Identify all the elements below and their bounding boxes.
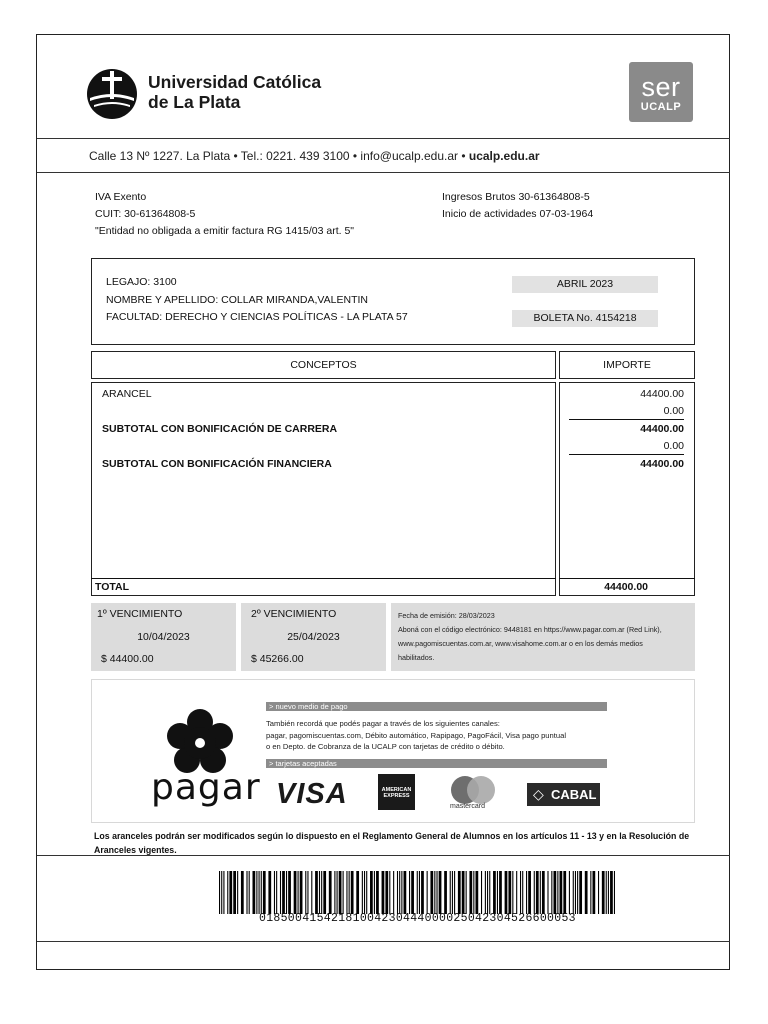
mastercard-label: mastercard <box>450 803 486 810</box>
student-info <box>106 274 408 327</box>
importe-header: IMPORTE <box>559 351 695 379</box>
total-rule <box>559 578 695 579</box>
amount-bonif-financiera: 0.00 <box>663 440 684 452</box>
divider <box>37 172 730 173</box>
facultad: FACULTAD: DERECHO Y CIENCIAS POLÍTICAS - LA PLATA 57 <box>106 311 408 323</box>
inicio-actividades: Inicio de actividades 07-03-1964 <box>442 208 594 220</box>
divider <box>37 138 730 139</box>
total-label: TOTAL <box>95 581 130 593</box>
conceptos-body <box>91 382 556 596</box>
payment-instructions-1: Aboná con el código electrónico: 9448181 en https://www.pagar.com.ar (Red Link), <box>398 625 662 634</box>
amount-subtotal-financiera: 44400.00 <box>640 458 684 470</box>
boleta-number: BOLETA No. 4154218 <box>512 310 658 327</box>
venc2-amount: $ 45266.00 <box>251 653 304 665</box>
venc2-label: 2º VENCIMIENTO <box>251 608 337 620</box>
barcode-icon <box>219 871 615 914</box>
vencimiento-1 <box>91 603 236 671</box>
period-badge: ABRIL 2023 <box>512 276 658 293</box>
fiscal-left <box>95 189 354 240</box>
venc1-amount: $ 44400.00 <box>101 653 154 665</box>
entity-note: "Entidad no obligada a emitir factura RG 1415/03 art. 5" <box>95 225 355 237</box>
divider <box>37 855 730 856</box>
payment-instructions-3: habilitados. <box>398 653 435 662</box>
payment-instructions-2: www.pagomiscuentas.com.ar, www.visahome.com.ar o en los demás medios <box>398 639 643 648</box>
amount-subtotal-carrera: 44400.00 <box>640 423 684 435</box>
footer-note: Los aranceles podrán ser modificados según lo dispuesto en el Reglamento General de Alumnos en los artículos 11 - 13 y en la Resolución de Aranceles vigentes. <box>94 831 690 855</box>
concept-subtotal-financiera: SUBTOTAL CON BONIFICACIÓN FINANCIERA <box>102 458 332 470</box>
amount-bonif-carrera: 0.00 <box>663 405 684 417</box>
amex-logo: AMERICAN EXPRESS <box>378 774 415 810</box>
cuit-text: CUIT: 30-61364808-5 <box>95 208 196 220</box>
venc1-date: 10/04/2023 <box>137 631 190 643</box>
emission-date: Fecha de emisión: 28/03/2023 <box>398 611 495 620</box>
channels-text-2: pagar, pagomiscuentas.com, Débito automático, Rapipago, PagoFácil, Visa pago puntual <box>266 730 567 740</box>
barcode-number: 01850041542181004230444000025042304526600053 <box>259 912 576 925</box>
subtotal-rule <box>569 454 684 455</box>
concept-arancel: ARANCEL <box>102 388 152 400</box>
fiscal-right <box>442 189 593 223</box>
payment-info <box>391 603 695 671</box>
nuevo-medio-bar: > nuevo medio de pago <box>266 702 607 711</box>
visa-logo: VISA <box>276 778 348 810</box>
ucalp-logo-icon <box>86 68 138 120</box>
amount-arancel: 44400.00 <box>640 388 684 400</box>
ser-ucalp-badge: ser UCALP <box>629 62 693 122</box>
tarjetas-bar: > tarjetas aceptadas <box>266 759 607 768</box>
venc2-date: 25/04/2023 <box>287 631 340 643</box>
conceptos-header: CONCEPTOS <box>91 351 556 379</box>
student-name: NOMBRE Y APELLIDO: COLLAR MIRANDA,VALENTIN <box>106 293 368 306</box>
channels-text-1: También recordá que podés pagar a través de los siguientes canales: <box>266 719 500 728</box>
iva-text: IVA Exento <box>95 191 147 203</box>
total-rule <box>91 578 556 579</box>
total-value: 44400.00 <box>604 581 648 593</box>
university-name: Universidad Católica de La Plata <box>148 72 322 112</box>
channels-text-3: o en Depto. de Cobranza de la UCALP con tarjetas de crédito o débito. <box>266 742 505 751</box>
website-link[interactable]: ucalp.edu.ar <box>468 149 540 163</box>
mastercard-icon <box>448 775 498 805</box>
pagar-wordmark: pagar <box>151 767 261 808</box>
cabal-logo: ◇ CABAL <box>527 783 600 806</box>
ingresos-brutos: Ingresos Brutos 30-61364808-5 <box>442 191 590 203</box>
concept-subtotal-carrera: SUBTOTAL CON BONIFICACIÓN DE CARRERA <box>102 423 338 435</box>
contact-line: Calle 13 Nº 1227. La Plata • Tel.: 0221. 439 3100 • info@ucalp.edu.ar • ucalp.edu.ar <box>89 149 540 163</box>
legajo: LEGAJO: 3100 <box>106 276 177 288</box>
venc1-label: 1º VENCIMIENTO <box>97 608 183 620</box>
vencimiento-2 <box>241 603 386 671</box>
divider <box>37 941 730 942</box>
subtotal-rule <box>569 419 684 420</box>
cabal-diamond-icon: ◇ <box>533 786 544 802</box>
